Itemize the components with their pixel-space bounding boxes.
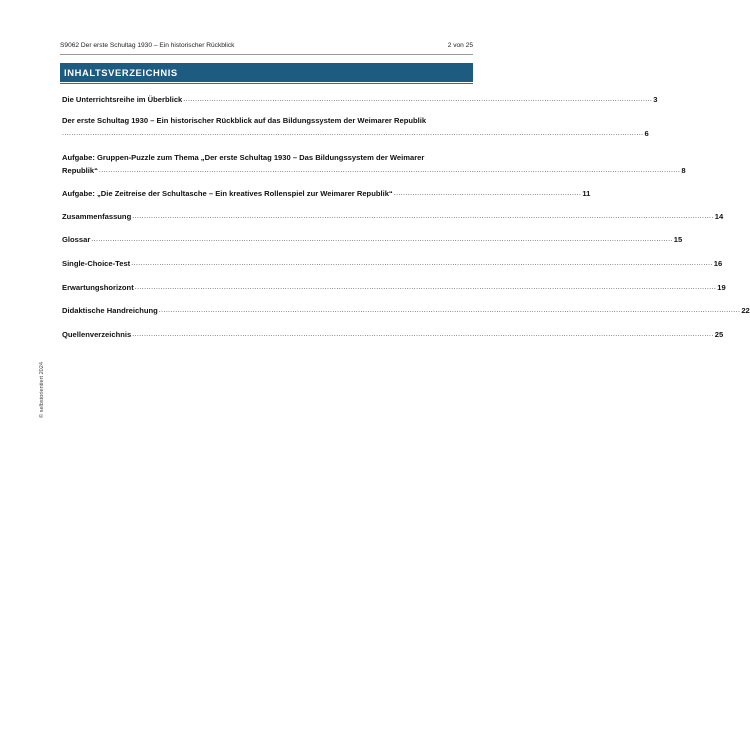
- toc-entry-title: Der erste Schultag 1930 – Ein historischer Rückblick auf das Bildungssystem der Weimarer Republik: [62, 116, 427, 125]
- dot-leader: ........................................................................................................................................................................................................: [183, 96, 653, 103]
- toc-entry-title: Die Unterrichtsreihe im Überblick: [62, 95, 183, 104]
- dot-leader: ........................................................................................................................................................................................................................................................: [131, 260, 713, 267]
- toc-entry-page: 11: [582, 189, 591, 198]
- dot-leader: ........................................................................................................................................................................................................................................................: [98, 167, 681, 174]
- dot-leader: ........................................................................................................................................................................................................................................................: [91, 236, 673, 243]
- toc-entry-zusammenfassung[interactable]: [62, 212, 724, 222]
- heading-divider: [60, 83, 473, 84]
- toc-entry-page: 6: [644, 129, 649, 138]
- toc-entry-single-choice-test[interactable]: [62, 259, 723, 269]
- toc-entry-title: Glossar: [62, 235, 91, 244]
- toc-entry-erwartungshorizont[interactable]: [62, 283, 726, 293]
- toc-entry-page: 15: [673, 235, 683, 244]
- toc-entry-gruppen-puzzle[interactable]: [62, 153, 686, 176]
- dot-leader: ........................................................................................................................................................................................................................................................: [62, 130, 644, 137]
- dot-leader: ........................................................................................................................................................................................................................................................: [158, 307, 741, 314]
- document-title: S9062 Der erste Schultag 1930 – Ein historischer Rückblick: [60, 42, 235, 49]
- toc-entry-quellenverzeichnis[interactable]: [62, 330, 724, 340]
- toc-entry-title: Aufgabe: „Die Zeitreise der Schultasche – Ein kreatives Rollenspiel zur Weimarer Republik“: [62, 189, 393, 198]
- toc-entry-title: Single-Choice-Test: [62, 259, 131, 268]
- toc-entry-title: Zusammenfassung: [62, 212, 132, 221]
- toc-entry-erster-schultag[interactable]: [62, 116, 649, 139]
- page-header: [60, 40, 473, 55]
- toc-entry-glossar[interactable]: [62, 235, 683, 245]
- dot-leader: ........................................................................................................................................................................................................................................................: [134, 284, 717, 291]
- dot-leader: ........................................................................................................................................................................................................................................................: [132, 331, 714, 338]
- toc-entry-page: 25: [714, 330, 724, 339]
- toc-entry-unterrichtsreihe[interactable]: [62, 95, 658, 105]
- dot-leader: ........................................................................................................................................................................................................................................................: [132, 213, 714, 220]
- toc-entry-didaktische-handreichung[interactable]: [62, 306, 750, 316]
- toc-entry-title-continued: Republik“: [62, 166, 98, 175]
- table-of-contents-heading: INHALTSVERZEICHNIS: [60, 63, 473, 82]
- copyright-notice: © selbstorientiert 2024: [39, 361, 45, 419]
- toc-entry-page: 8: [681, 166, 686, 175]
- toc-entry-page: 22: [741, 306, 750, 315]
- toc-entry-zeitreise[interactable]: [62, 189, 591, 199]
- toc-entry-title: Didaktische Handreichung: [62, 306, 158, 315]
- toc-entry-title: Quellenverzeichnis: [62, 330, 132, 339]
- toc-entry-page: 16: [713, 259, 723, 268]
- dot-leader: ................................................................................: [393, 190, 582, 197]
- toc-entry-page: 19: [717, 283, 726, 292]
- toc-entry-title: Aufgabe: Gruppen-Puzzle zum Thema „Der erste Schultag 1930 – Das Bildungssystem der Weimarer: [62, 153, 425, 162]
- page-number: 2 von 25: [447, 42, 473, 49]
- toc-entry-page: 3: [653, 95, 658, 104]
- toc-entry-page: 14: [714, 212, 724, 221]
- toc-entry-title: Erwartungshorizont: [62, 283, 134, 292]
